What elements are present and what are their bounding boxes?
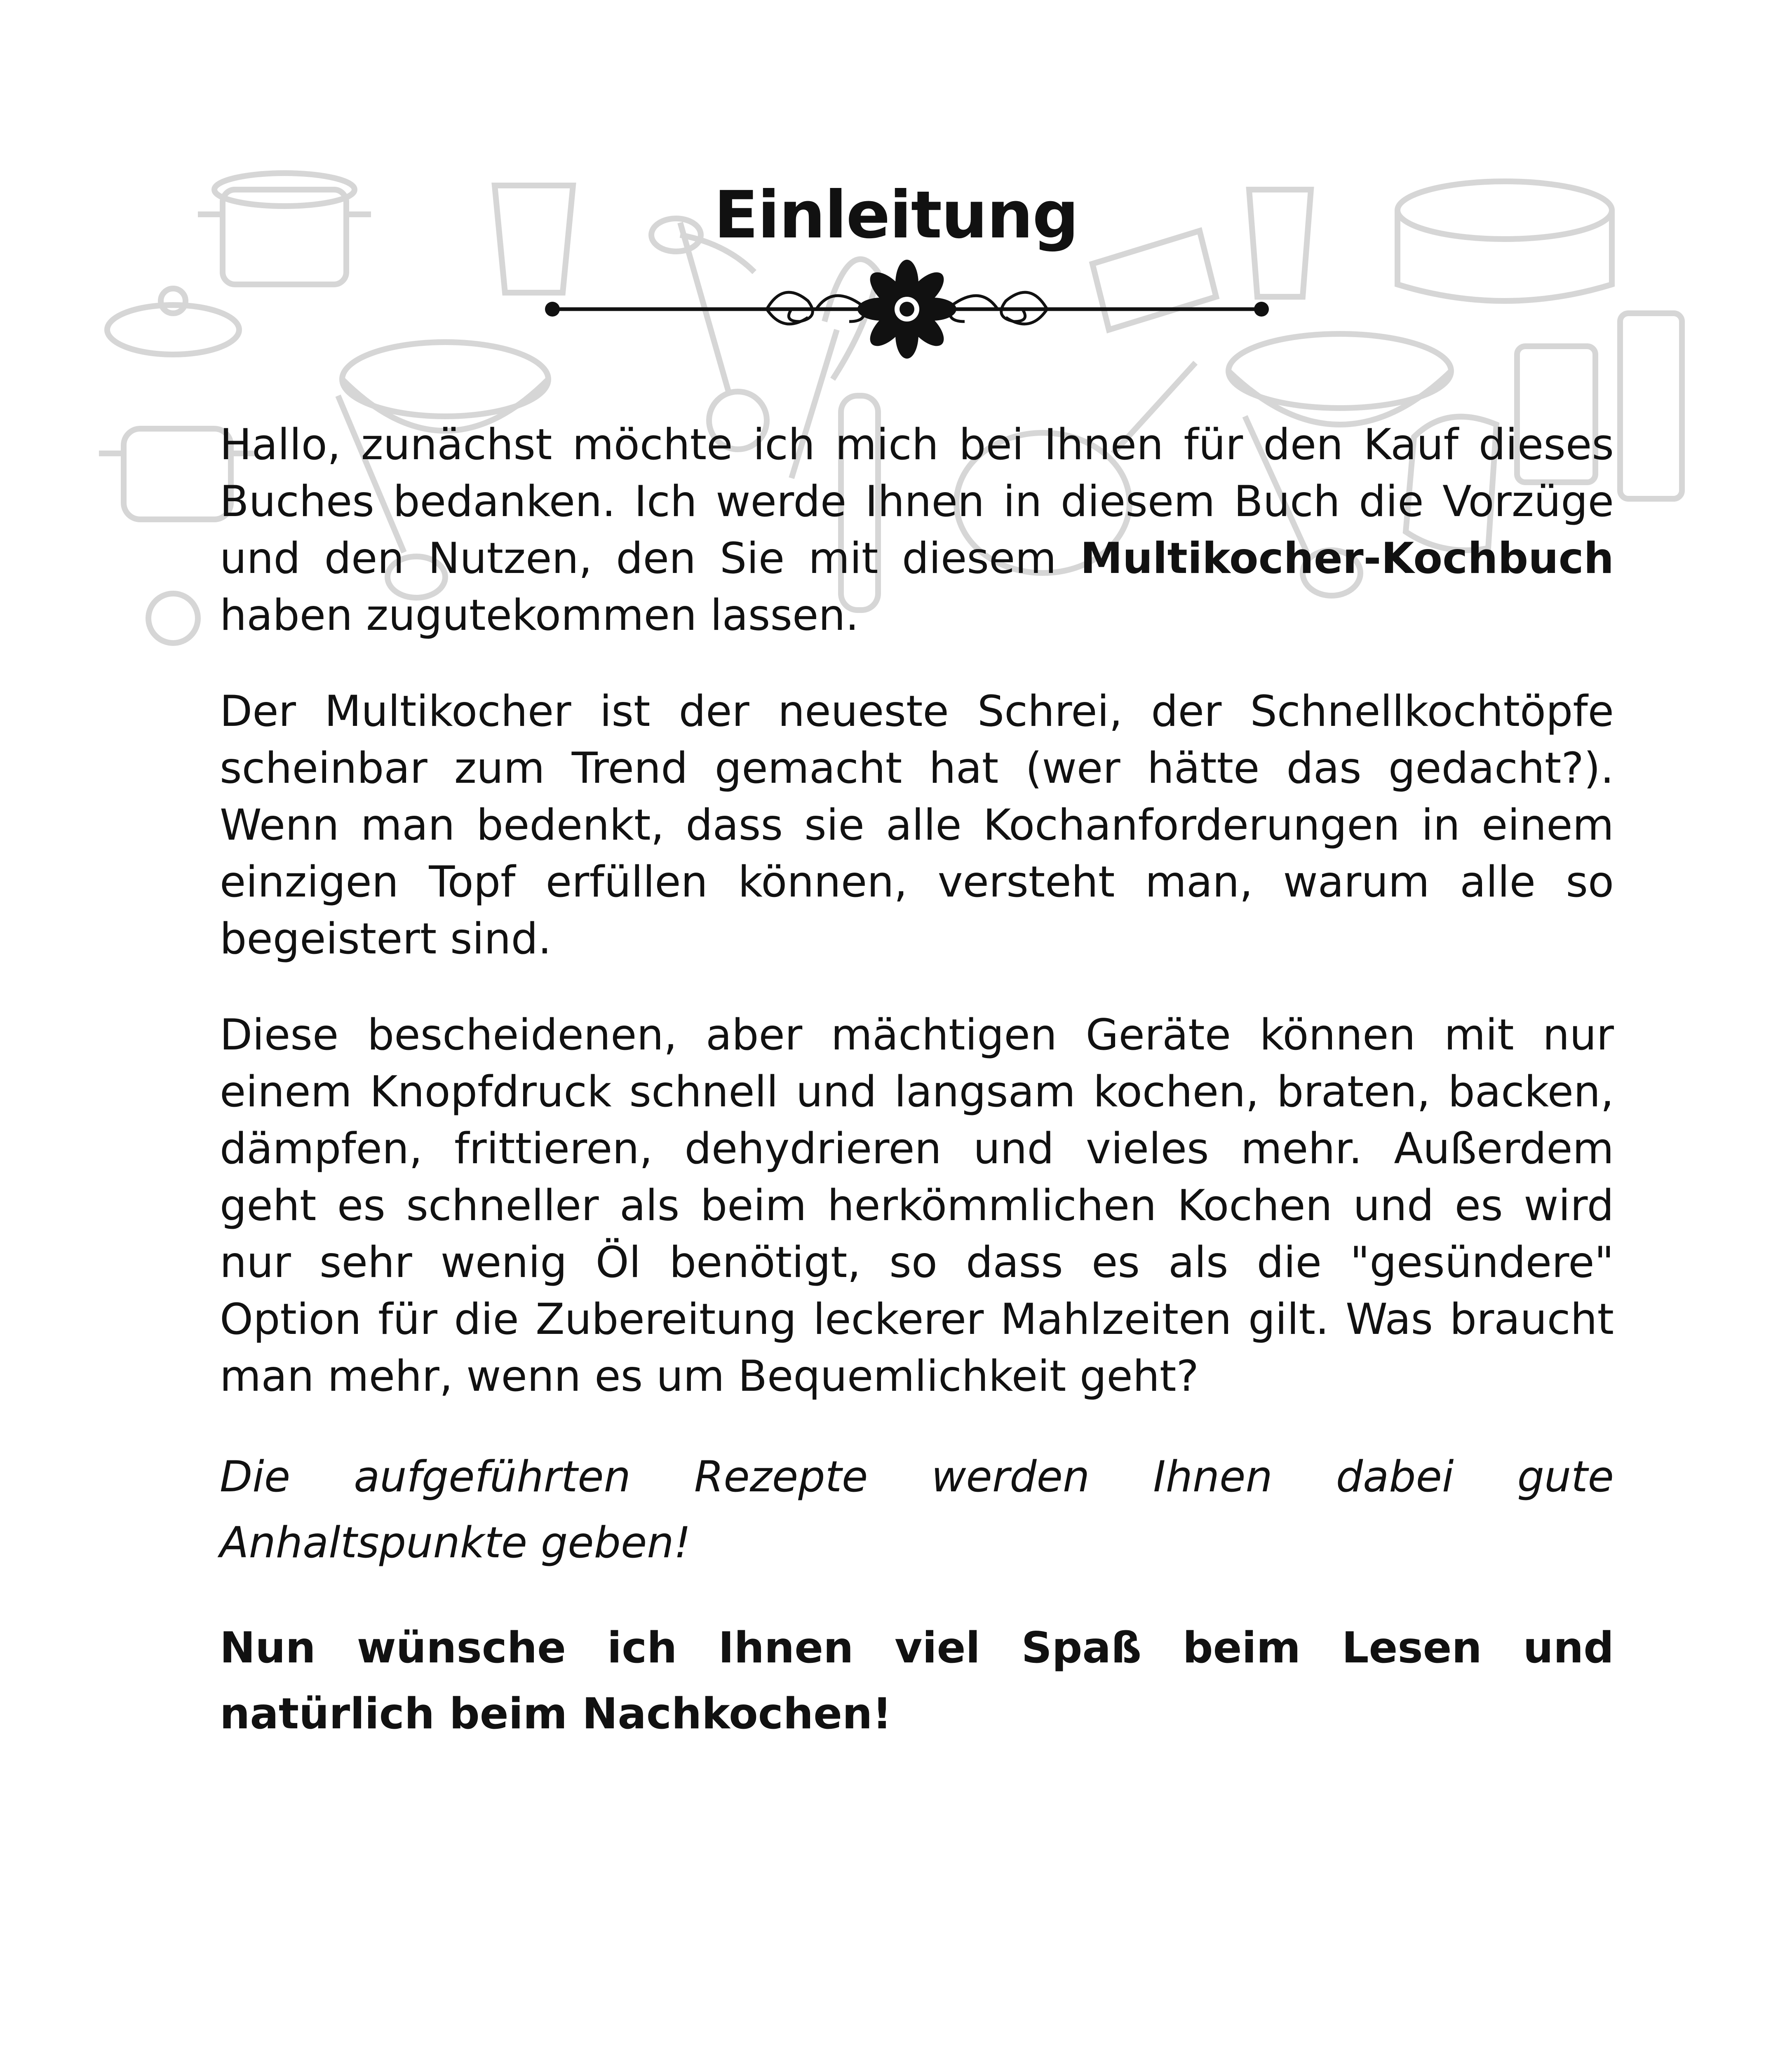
intro-text-start: Hallo, zunächst möchte ich mich bei Ihnen für den Kauf dieses Buches bedanken. Ich werde Ihnen in diesem Buch die Vorzüge und den Nutzen, den Sie mit diesem xyxy=(220,420,1614,583)
multicooker-paragraph: Der Multikocher ist der neueste Schrei, der Schnellkochtöpfe scheinbar zum Trend gemacht hat (wer hätte das gedacht?). Wenn man bedenkt, dass sie alle Kochanforderungen in einem einzigen Topf erfüllen können, versteht man, warum alle so begeistert sind. xyxy=(220,687,1614,964)
divider-end-dot-left xyxy=(545,302,560,317)
closing-wish: Nun wünsche ich Ihnen viel Spaß beim Lesen und natürlich beim Nachkochen! xyxy=(220,1623,1614,1739)
divider-end-dot-right xyxy=(1254,302,1269,317)
book-title-bold: Multikocher-Kochbuch xyxy=(1080,534,1614,583)
flower-divider-ornament xyxy=(536,256,1278,363)
flower-icon xyxy=(857,260,956,359)
intro-paragraph xyxy=(220,416,1614,644)
intro-text-end: haben zugutekommen lassen. xyxy=(220,591,859,640)
devices-paragraph: Diese bescheidenen, aber mächtigen Geräte können mit nur einem Knopfdruck schnell und langsam kochen, braten, backen, dämpfen, frittieren, dehydrieren und vieles mehr. Außerdem geht es schneller als beim herkömmlichen Kochen und es wird nur sehr wenig Öl benötigt, so dass es als die "gesündere" Option für die Zubereitung leckerer Mahlzeiten gilt. Was braucht man mehr, wenn es um Bequemlichkeit geht? xyxy=(220,1010,1614,1401)
recipes-note: Die aufgeführten Rezepte werden Ihnen dabei gute Anhaltspunkte geben! xyxy=(220,1452,1614,1568)
body-text xyxy=(220,416,1614,1786)
page-title: Einleitung xyxy=(714,177,1078,253)
